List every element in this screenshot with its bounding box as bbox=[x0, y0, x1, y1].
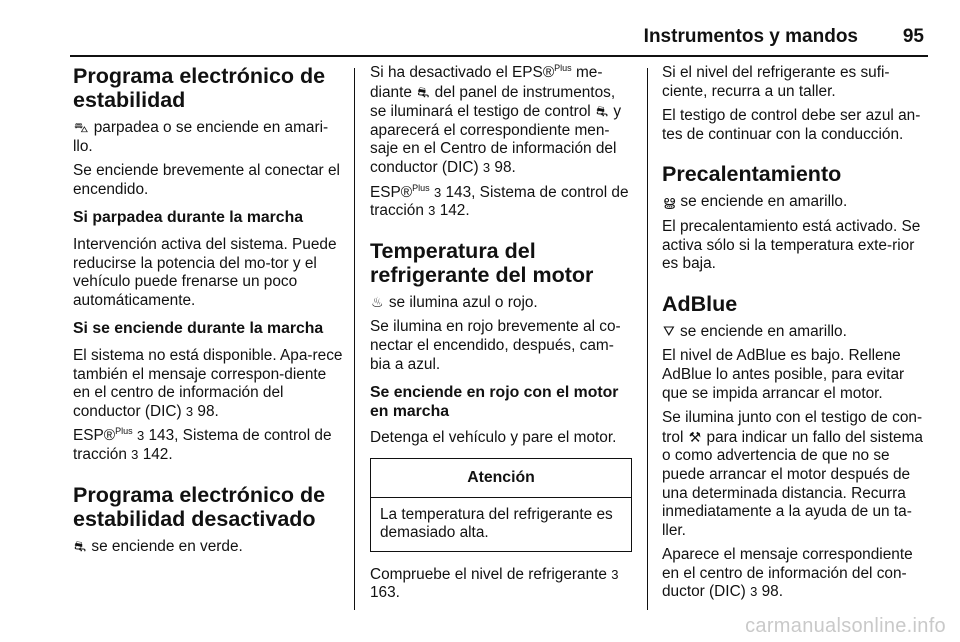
heading-coolant: Temperatura del refrigerante del motor bbox=[370, 238, 594, 287]
paragraph: El nivel de AdBlue es bajo. Rellene AdBlue lo antes posible, para evitar que se impida arrancar el motor. bbox=[662, 347, 905, 402]
paragraph: ♨ se ilumina azul o rojo. bbox=[371, 293, 538, 311]
paragraph: ⛛ se enciende en amarillo. bbox=[663, 322, 847, 340]
heading-adblue: AdBlue bbox=[662, 291, 738, 316]
esp-off-icon: ⛐ bbox=[74, 537, 87, 554]
heading-preheat: Precalentamiento bbox=[662, 162, 842, 187]
esp-off-icon: ⛐ bbox=[417, 83, 430, 100]
paragraph: El precalentamiento está activado. Se activa sólo si la temperatura exte-rior es baja. bbox=[662, 217, 921, 273]
esp-warning-icon: ⛍ bbox=[74, 119, 89, 135]
paragraph: Aparece el mensaje correspondiente en el centro de información del con-ductor (DIC) 3 98. bbox=[662, 546, 913, 601]
coolant-temp-icon: ♨ bbox=[371, 293, 384, 310]
page-header bbox=[70, 26, 928, 56]
caution-text: La temperatura del refrigerante es demasiado alta. bbox=[380, 505, 613, 542]
header-rule bbox=[70, 55, 928, 57]
page-ref-icon: 3 bbox=[136, 428, 145, 444]
paragraph: Se ilumina junto con el testigo de con-trol ⚒ para indicar un fallo del sistema o como advertencia de que no se puede arrancar el motor después de una determinada distancia. Recurra inmediatamente a la ayuda de un ta-ller. bbox=[662, 409, 923, 539]
paragraph: Intervención activa del sistema. Puede reducirse la potencia del mo-tor y el vehículo puede frenarse un poco automáticamente. bbox=[73, 235, 337, 309]
paragraph: El sistema no está disponible. Apa-rece también el mensaje correspon-diente en el centro de información del conductor (DIC) 3 98. bbox=[73, 346, 343, 420]
paragraph: El testigo de control debe ser azul an-tes de continuar con la conducción. bbox=[662, 107, 921, 143]
paragraph: Si ha desactivado el EPS®$^{Plus}$ me-diante ⛐ del panel de instrumentos, se iluminará el testigo de control ⛐ y aparecerá el correspondiente men-saje en el Centro de información del conductor (DIC) 3 98. bbox=[370, 63, 622, 176]
page-number: 95 bbox=[902, 26, 924, 47]
subheading-blink: Si parpadea durante la marcha bbox=[73, 209, 304, 227]
column-divider-2 bbox=[647, 68, 648, 610]
paragraph: ⛐ se enciende en verde. bbox=[74, 537, 243, 555]
column-1 bbox=[73, 64, 343, 562]
page-ref-icon: 3 bbox=[611, 566, 619, 582]
paragraph: ESP®$^{Plus}$ 3 143, Sistema de control de tracción 3 142. bbox=[73, 426, 332, 463]
page-ref-icon: 3 bbox=[750, 584, 758, 600]
page-ref-icon: 3 bbox=[185, 403, 194, 419]
glow-plug-icon: ൠ bbox=[663, 193, 676, 210]
page-ref-icon: 3 bbox=[433, 184, 442, 200]
paragraph: Si el nivel del refrigerante es sufi-ciente, recurra a un taller. bbox=[662, 64, 890, 100]
column-divider-1 bbox=[354, 68, 355, 610]
esp-off-icon: ⛐ bbox=[596, 103, 609, 120]
paragraph: Detenga el vehículo y pare el motor. bbox=[370, 429, 617, 447]
caution-box bbox=[370, 458, 632, 552]
adblue-icon: ⛛ bbox=[663, 322, 675, 339]
subheading-red: Se enciende en rojo con el motor en marcha bbox=[370, 384, 619, 420]
page-ref-icon: 3 bbox=[482, 159, 491, 175]
paragraph: ൠ se enciende en amarillo. bbox=[663, 193, 848, 211]
heading-esp-off: Programa electrónico de estabilidad desactivado bbox=[73, 482, 326, 531]
page-ref-icon: 3 bbox=[428, 203, 436, 219]
subheading-on: Si se enciende durante la marcha bbox=[73, 320, 324, 338]
paragraph: Compruebe el nivel de refrigerante 3 163. bbox=[370, 565, 619, 602]
paragraph: Se enciende brevemente al conectar el encendido. bbox=[73, 162, 340, 198]
header-title: Instrumentos y mandos bbox=[643, 26, 858, 47]
paragraph: Se ilumina en rojo brevemente al co-nectar el encendido, después, cam-bia a azul. bbox=[370, 318, 621, 373]
caution-title: Atención bbox=[371, 459, 631, 498]
paragraph: ⛍ parpadea o se enciende en amari-llo. bbox=[73, 119, 329, 155]
service-wrench-icon: ⚒ bbox=[688, 428, 702, 445]
page-ref-icon: 3 bbox=[131, 446, 139, 462]
paragraph: ESP®$^{Plus}$ 3 143, Sistema de control de tracción 3 142. bbox=[370, 182, 629, 220]
column-2 bbox=[370, 64, 632, 609]
watermark: carmanualsonline.info bbox=[745, 615, 946, 637]
column-3 bbox=[662, 64, 928, 608]
heading-esp: Programa electrónico de estabilidad bbox=[73, 64, 326, 112]
